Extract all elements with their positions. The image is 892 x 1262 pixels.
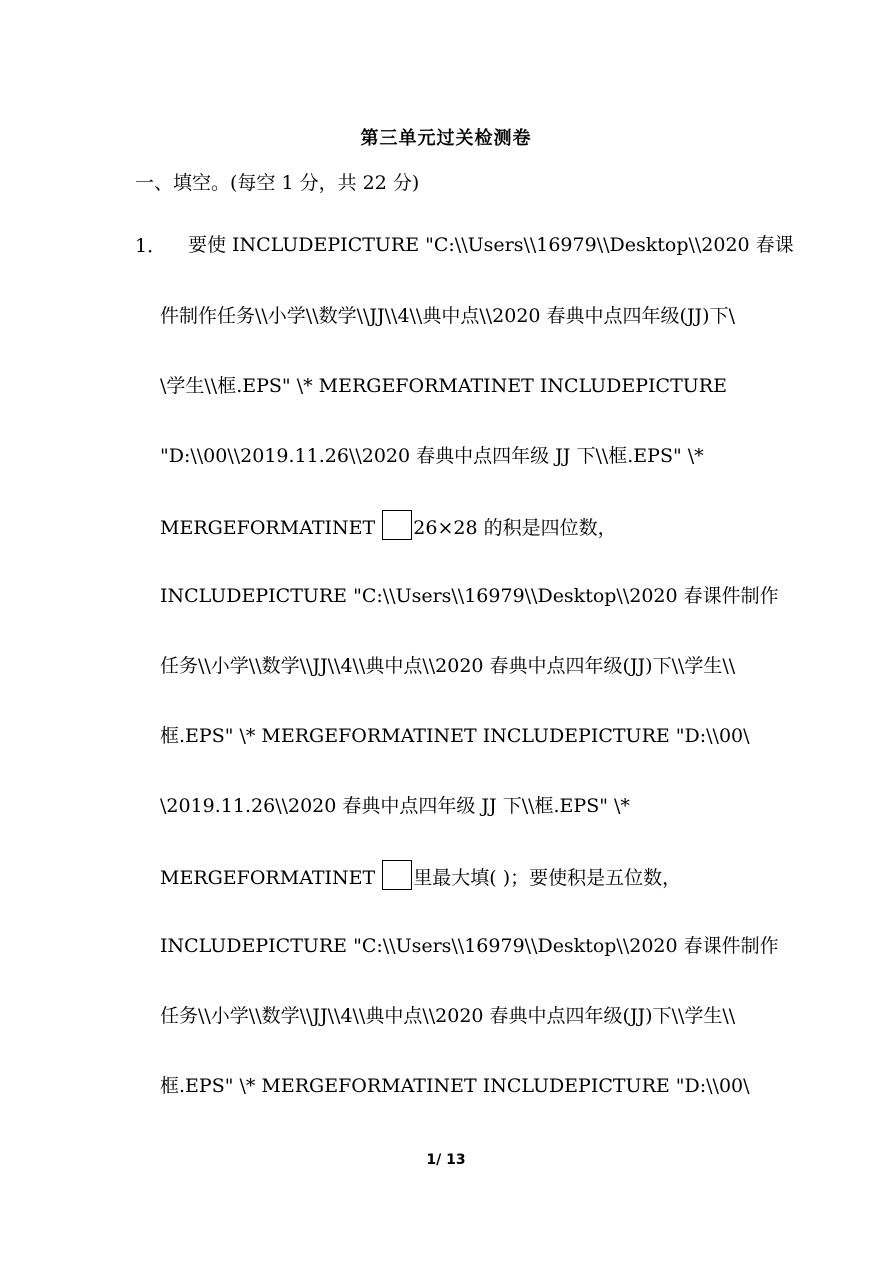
text-line-5	[160, 510, 617, 542]
text-line-4: "D:\\00\\2019.11.26\\2020 春典中点四年级 JJ 下\\框.EPS" \*	[160, 445, 704, 467]
text-line-6: INCLUDEPICTURE "C:\\Users\\16979\\Desktop\\2020 春课件制作	[160, 585, 779, 607]
text-line-9: \2019.11.26\\2020 春典中点四年级 JJ 下\\框.EPS" \*	[160, 795, 630, 817]
question-number: 1．	[135, 235, 167, 257]
page-number: 1/ 13	[426, 1152, 466, 1168]
text-line-11: INCLUDEPICTURE "C:\\Users\\16979\\Desktop\\2020 春课件制作	[160, 935, 779, 957]
text-line-1: 要使 INCLUDEPICTURE "C:\\Users\\16979\\Desktop\\2020 春课	[188, 234, 794, 256]
answer-box	[382, 860, 412, 890]
page-title: 第三单元过关检测卷	[360, 128, 532, 149]
text-line-10-suffix: 里最大填( )；要使积是五位数，	[413, 867, 682, 889]
text-line-3: \学生\\框.EPS" \* MERGEFORMATINET INCLUDEPICTURE	[160, 375, 727, 397]
text-line-7: 任务\\小学\\数学\\JJ\\4\\典中点\\2020 春典中点四年级(JJ)下\\学生\\	[160, 655, 736, 677]
text-line-10	[160, 860, 681, 892]
text-line-5-suffix: 26×28 的积是四位数，	[413, 517, 617, 539]
text-line-8: 框.EPS" \* MERGEFORMATINET INCLUDEPICTURE "D:\\00\	[160, 725, 750, 747]
text-line-13: 框.EPS" \* MERGEFORMATINET INCLUDEPICTURE "D:\\00\	[160, 1075, 750, 1097]
text-line-2: 件制作任务\\小学\\数学\\JJ\\4\\典中点\\2020 春典中点四年级(JJ)下\	[160, 305, 735, 327]
answer-box	[382, 510, 412, 540]
text-line-10-prefix: MERGEFORMATINET	[160, 867, 382, 889]
text-line-5-prefix: MERGEFORMATINET	[160, 517, 382, 539]
section-heading: 一、填空。(每空 1 分，共 22 分)	[135, 172, 420, 194]
text-line-12: 任务\\小学\\数学\\JJ\\4\\典中点\\2020 春典中点四年级(JJ)下\\学生\\	[160, 1005, 736, 1027]
